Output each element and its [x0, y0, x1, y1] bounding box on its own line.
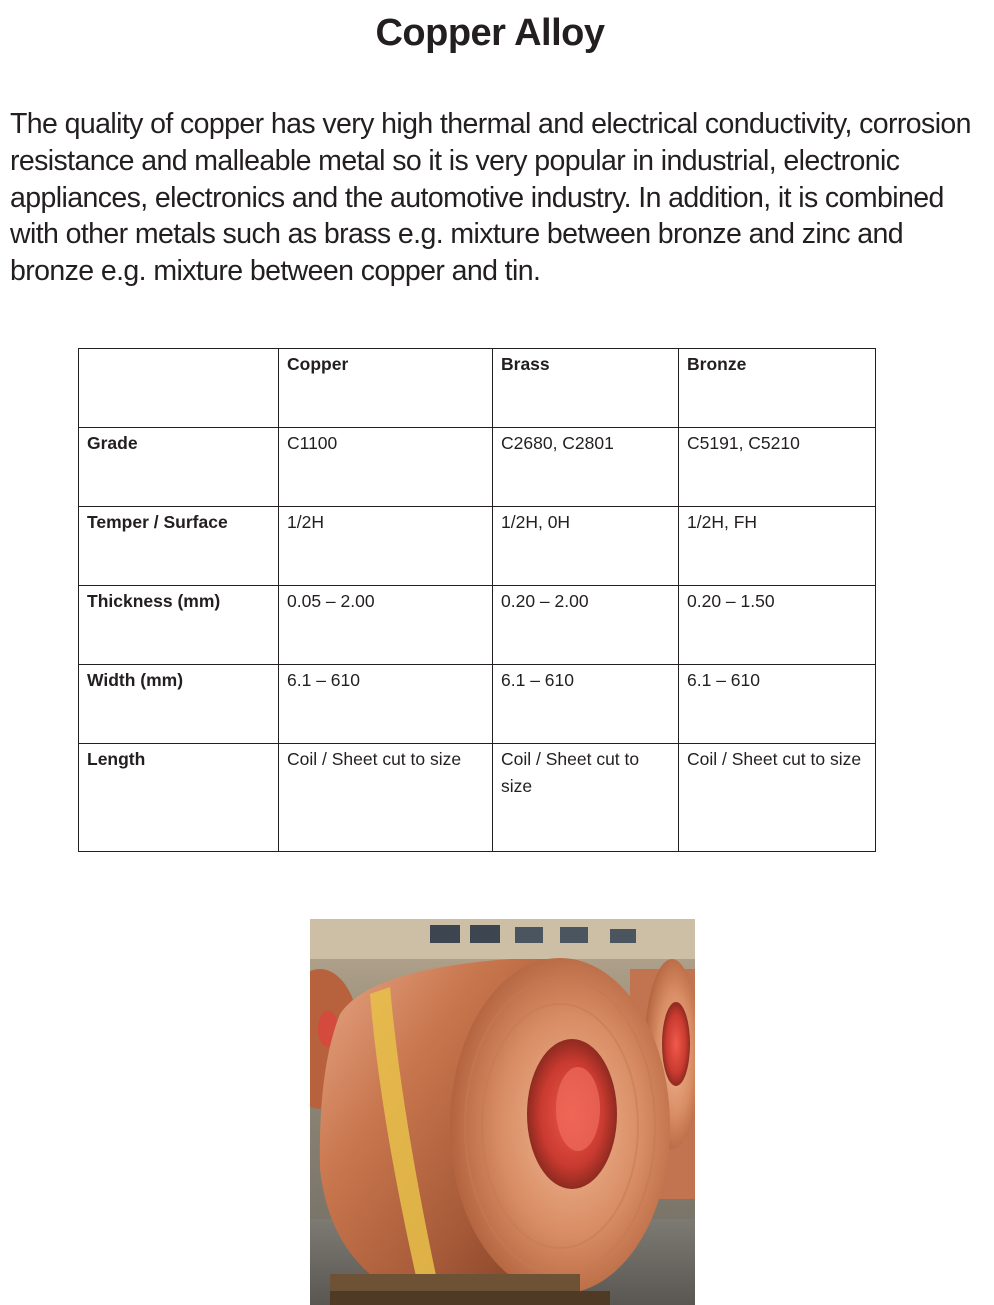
table-cell: 6.1 – 610	[679, 665, 876, 744]
table-header-row	[79, 349, 876, 428]
header-cell-copper: Copper	[279, 349, 493, 428]
table-cell: C1100	[279, 428, 493, 507]
table-cell: 0.05 – 2.00	[279, 586, 493, 665]
table-row	[79, 665, 876, 744]
row-label-width: Width (mm)	[79, 665, 279, 744]
header-cell-empty	[79, 349, 279, 428]
spec-table	[78, 348, 876, 852]
header-cell-bronze: Bronze	[679, 349, 876, 428]
intro-paragraph: The quality of copper has very high thermal and electrical conductivity, corrosion resistance and malleable metal so it is very popular in industrial, electronic appliances, electronics and the automotive industry. In addition, it is combined with other metals such as brass e.g. mixture between bronze and zinc and bronze e.g. mixture between copper and tin.	[10, 108, 971, 288]
copper-coil-illustration	[310, 919, 695, 1305]
row-label-grade: Grade	[79, 428, 279, 507]
table-row	[79, 428, 876, 507]
header-cell-brass: Brass	[493, 349, 679, 428]
table-cell: C2680, C2801	[493, 428, 679, 507]
table-cell: 6.1 – 610	[493, 665, 679, 744]
table-cell: 1/2H, FH	[679, 507, 876, 586]
page-title: Copper Alloy	[375, 12, 605, 54]
table-row	[79, 586, 876, 665]
table-cell: 6.1 – 610	[279, 665, 493, 744]
table-cell: 1/2H, 0H	[493, 507, 679, 586]
table-cell: Coil / Sheet cut to size	[279, 744, 493, 852]
row-label-thickness: Thickness (mm)	[79, 586, 279, 665]
table-cell: 0.20 – 2.00	[493, 586, 679, 665]
table-cell: 1/2H	[279, 507, 493, 586]
table-cell: C5191, C5210	[679, 428, 876, 507]
row-label-temper: Temper / Surface	[79, 507, 279, 586]
table-row	[79, 744, 876, 852]
row-label-length: Length	[79, 744, 279, 852]
table-cell: Coil / Sheet cut to size	[493, 744, 679, 852]
copper-coil-photo	[310, 919, 695, 1305]
table-cell: Coil / Sheet cut to size	[679, 744, 876, 852]
table-cell: 0.20 – 1.50	[679, 586, 876, 665]
table-row	[79, 507, 876, 586]
